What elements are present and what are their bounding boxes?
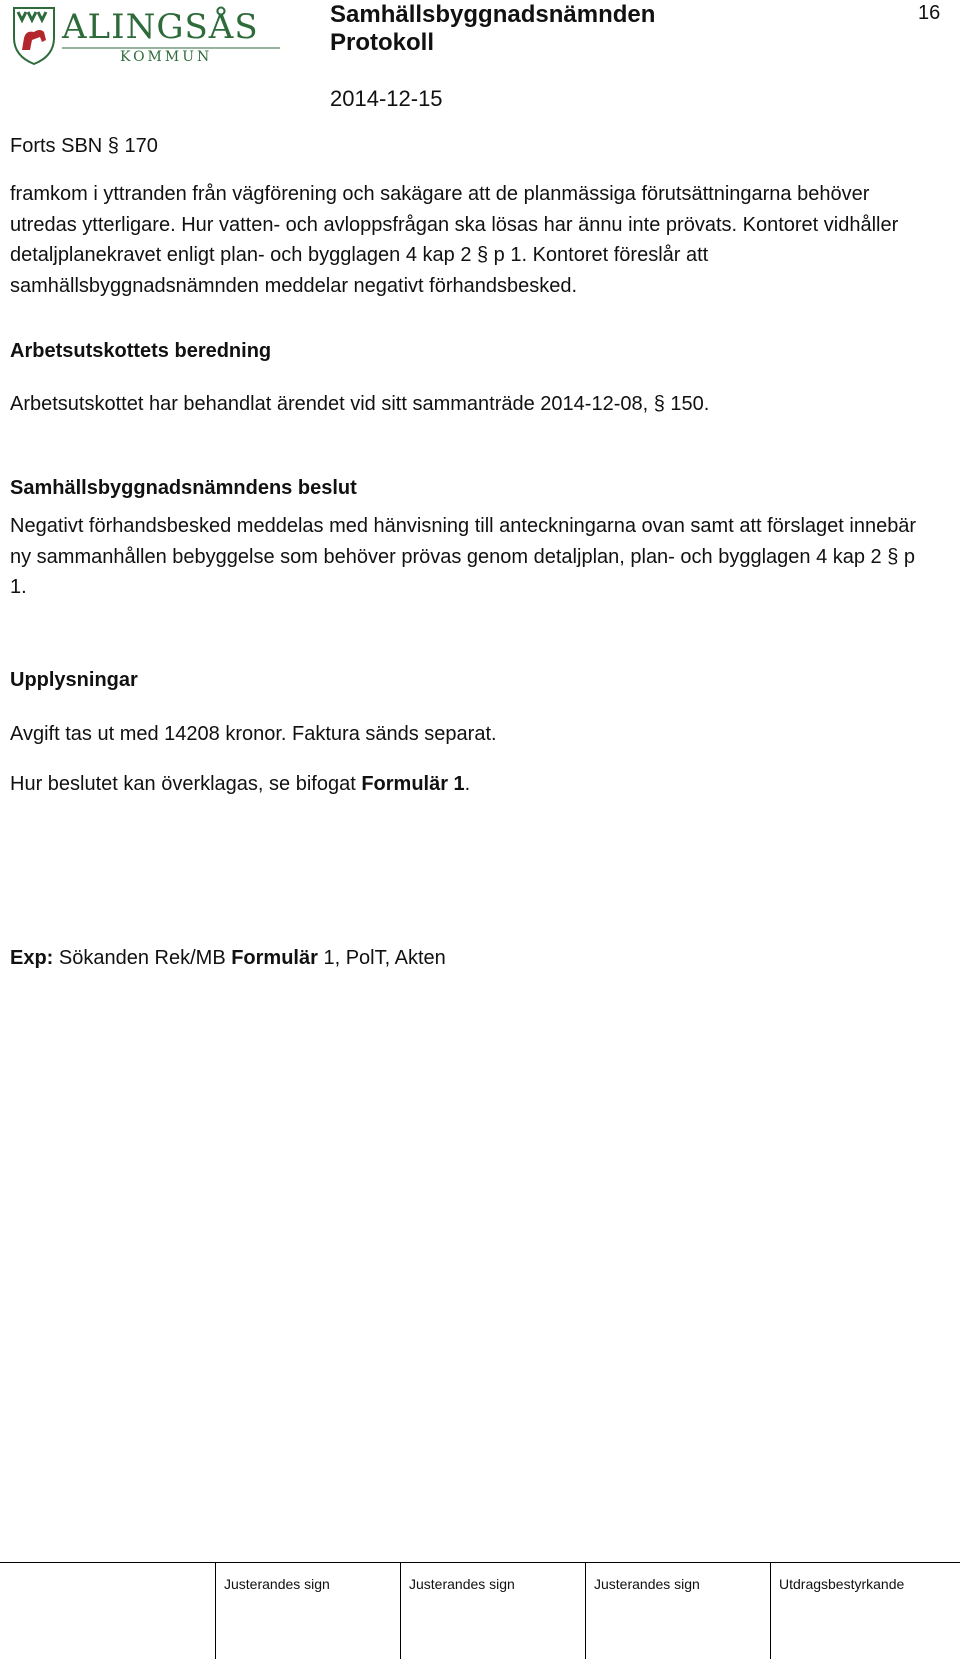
page-number: 16 (918, 2, 941, 24)
certification-label: Utdragsbestyrkande (779, 1576, 905, 1592)
signature-label-1: Justerandes sign (224, 1576, 330, 1592)
signature-box-2 (400, 1562, 585, 1659)
overklaga-prefix: Hur beslutet kan överklagas, se bifogat (10, 773, 362, 795)
overklaga-suffix: . (464, 773, 471, 795)
expedition-line (10, 943, 925, 974)
signature-label-2: Justerandes sign (409, 1576, 515, 1592)
exp-form: Formulär (231, 947, 318, 969)
exp-recipients-rest: 1, PolT, Akten (317, 947, 446, 969)
logo-text: ALINGSÅS (62, 7, 259, 47)
beslut-text: Negativt förhandsbesked meddelas med hänvisning till anteckningarna ovan samt att förslaget innebär ny sammanhållen bebyggelse som behöver prövas genom detaljplan, plan- och bygglagen 4 kap 2 § p 1. (10, 515, 917, 598)
overklaga-text (10, 769, 925, 800)
beredning-text: Arbetsutskottet har behandlat ärendet vid sitt sammanträde 2014-12-08, § 150. (10, 393, 710, 415)
certification-box (770, 1562, 960, 1659)
section-reference: Forts SBN § 170 (10, 135, 158, 157)
logo-subtext: KOMMUN (120, 49, 213, 65)
heading-beredning: Arbetsutskottets beredning (10, 340, 272, 362)
overklaga-form-link: Formulär 1 (361, 773, 465, 795)
signature-box-1 (215, 1562, 400, 1659)
exp-recipients: Sökanden Rek/MB (53, 947, 232, 969)
heading-upplysningar: Upplysningar (10, 669, 138, 691)
document-type: Protokoll (330, 29, 435, 56)
avgift-text: Avgift tas ut med 14208 kronor. Faktura sänds separat. (10, 723, 497, 745)
exp-label: Exp: (10, 947, 54, 969)
document-date: 2014-12-15 (330, 86, 443, 111)
signature-label-3: Justerandes sign (594, 1576, 700, 1592)
alingsas-logo (10, 4, 285, 68)
signature-box-3 (585, 1562, 770, 1659)
heading-beslut: Samhällsbyggnadsnämndens beslut (10, 477, 357, 499)
intro-paragraph: framkom i yttranden från vägförening och sakägare att de planmässiga förutsättningarna behöver utredas ytterligare. Hur vatten- och avloppsfrågan ska lösas har ännu inte prövats. Kontoret vidhåller detaljplanekravet enligt plan- och bygglagen 4 kap 2 § p 1. Kontoret föreslår att samhällsbyggnadsnämnden meddelar negativt förhandsbesked. (10, 183, 899, 297)
committee-title: Samhällsbyggnadsnämnden (330, 1, 656, 28)
